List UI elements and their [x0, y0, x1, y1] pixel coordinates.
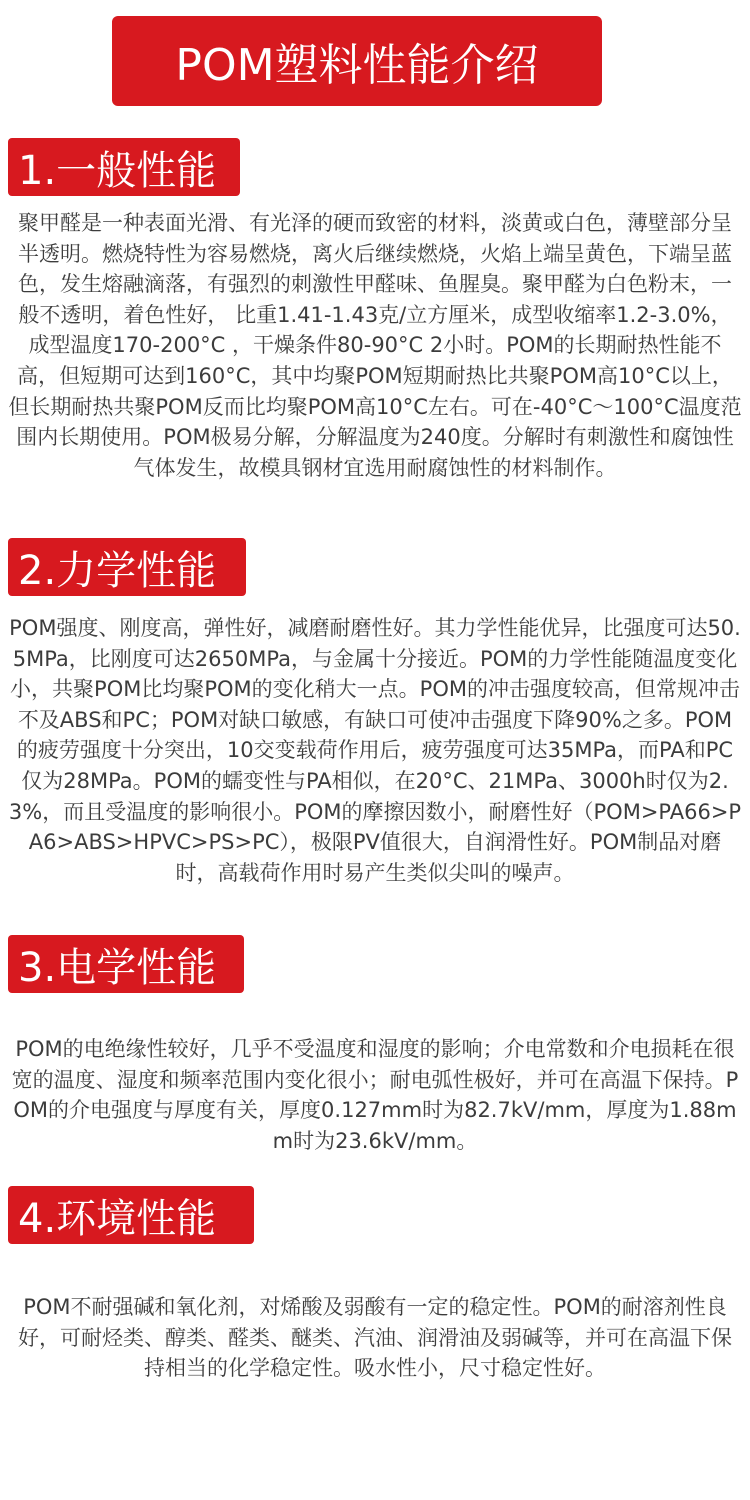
page-title-banner	[112, 16, 602, 106]
section-text-environmental: POM不耐强碱和氧化剂，对烯酸及弱酸有一定的稳定性。POM的耐溶剂性良好，可耐烃类、醇类、醛类、醚类、汽油、润滑油及弱碱等，并可在高温下保持相当的化学稳定性。吸水性小，尺寸稳定性好。	[18, 1295, 732, 1381]
section-heading-mechanical	[8, 538, 246, 596]
section-text-mechanical: POM强度、刚度高，弹性好，减磨耐磨性好。其力学性能优异，比强度可达50.5MPa，比刚度可达2650MPa，与金属十分接近。POM的力学性能随温度变化小，共聚POM比均聚POM的变化稍大一点。POM的冲击强度较高，但常规冲击不及ABS和PC；POM对缺口敏感，有缺口可使冲击强度下降90%之多。POM的疲劳强度十分突出，10交变载荷作用后，疲劳强度可达35MPa，而PA和PC仅为28MPa。POM的蠕变性与PA相似，在20°C、21MPa、3000h时仅为2.3%，而且受温度的影响很小。POM的摩擦因数小，耐磨性好（POM>PA66>PA6>ABS>HPVC>PS>PC），极限PV值很大，自润滑性好。POM制品对磨时，高载荷作用时易产生类似尖叫的噪声。	[8, 616, 742, 885]
section-text-general: 聚甲醛是一种表面光滑、有光泽的硬而致密的材料，淡黄或白色，薄壁部分呈半透明。燃烧特性为容易燃烧，离火后继续燃烧，火焰上端呈黄色，下端呈蓝色，发生熔融滴落，有强烈的刺激性甲醛味、鱼腥臭。聚甲醛为白色粉末，一般不透明，着色性好， 比重1.41-1.43克/立方厘米，成型收缩率1.2-3.0%，成型温度170-200°C ，干燥条件80-90°C 2小时。POM的长期耐热性能不高，但短期可达到160°C，其中均聚POM短期耐热比共聚POM高10°C以上，但长期耐热共聚POM反而比均聚POM高10°C左右。可在-40°C～100°C温度范围内长期使用。POM极易分解，分解温度为240度。分解时有刺激性和腐蚀性气体发生，故模具钢材宜选用耐腐蚀性的材料制作。	[8, 211, 742, 480]
page-title: POM塑料性能介绍	[175, 40, 539, 91]
section-text-electrical: POM的电绝缘性较好，几乎不受温度和湿度的影响；介电常数和介电损耗在很宽的温度、湿度和频率范围内变化很小；耐电弧性极好，并可在高温下保持。POM的介电强度与厚度有关，厚度0.127mm时为82.7kV/mm，厚度为1.88mm时为23.6kV/mm。	[11, 1037, 739, 1153]
section-heading-label: 3.电学性能	[18, 944, 217, 991]
section-heading-label: 1.一般性能	[18, 147, 217, 194]
section-heading-environmental	[8, 1186, 254, 1244]
section-heading-label: 2.力学性能	[18, 547, 217, 594]
section-heading-label: 4.环境性能	[18, 1195, 217, 1242]
section-heading-general	[8, 138, 240, 196]
section-heading-electrical	[8, 935, 244, 993]
